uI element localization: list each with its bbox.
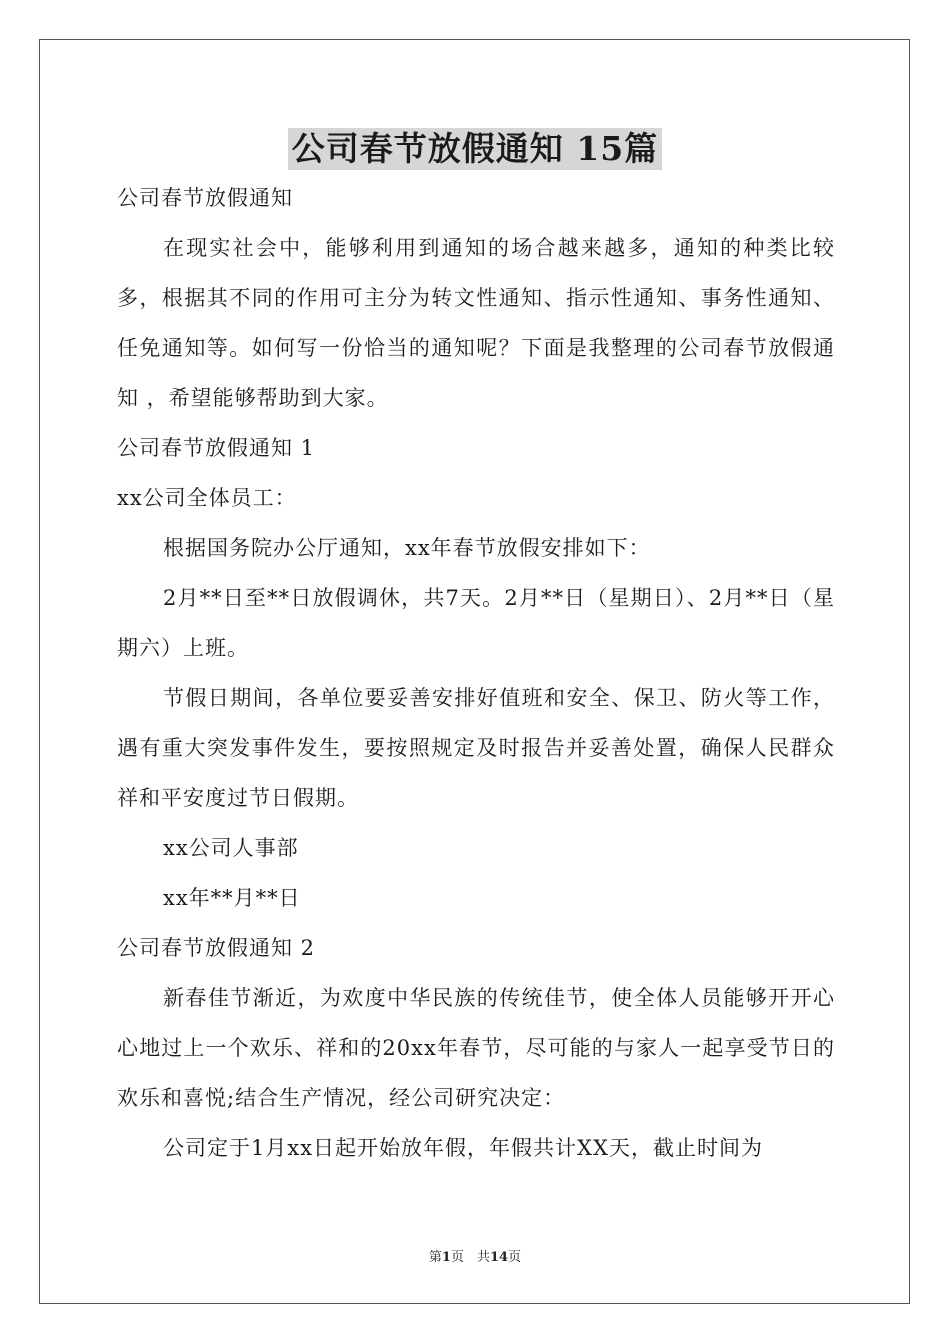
paragraph: 在现实社会中，能够利用到通知的场合越来越多，通知的种类比较多，根据其不同的作用可主分为转文性通知、指示性通知、事务性通知、任免通知等。如何写一份恰当的通知呢？下面是我整理的公司春节放假通知 ，希望能够帮助到大家。 — [117, 236, 835, 410]
paragraph: 公司定于1月xx日起开始放年假，年假共计XX天，截止时间为 — [163, 1136, 763, 1160]
page-number: 1 — [441, 1250, 451, 1265]
section-heading: 公司春节放假通知 1 — [117, 436, 316, 460]
paragraph: 根据国务院办公厅通知，xx年春节放假安排如下： — [163, 536, 651, 560]
paragraph: 公司春节放假通知 — [117, 186, 293, 210]
document-title: 公司春节放假通知 15篇 — [288, 128, 662, 170]
footer-prefix: 第 — [428, 1250, 442, 1265]
paragraph: 节假日期间，各单位要妥善安排好值班和安全、保卫、防火等工作，遇有重大突发事件发生，要按照规定及时报告并妥善处置，确保人民群众祥和平安度过节日假期。 — [117, 686, 835, 810]
total-pages: 14 — [489, 1250, 509, 1265]
paragraph: 2月**日至**日放假调休，共7天。2月**日（星期日）、2月**日（星期六）上班。 — [117, 586, 835, 660]
footer-suffix: 页 — [508, 1250, 522, 1265]
footer-mid: 页 共 — [450, 1250, 490, 1265]
section-heading: 公司春节放假通知 2 — [117, 936, 316, 960]
salutation: xx公司全体员工： — [117, 486, 297, 510]
signature-department: xx公司人事部 — [163, 836, 299, 860]
paragraph: 新春佳节渐近，为欢度中华民族的传统佳节，使全体人员能够开开心心地过上一个欢乐、祥和的20xx年春节，尽可能的与家人一起享受节日的欢乐和喜悦;结合生产情况，经公司研究决定： — [117, 986, 835, 1110]
title-container — [0, 128, 950, 170]
page-footer — [0, 1246, 950, 1265]
document-body — [117, 173, 835, 1173]
signature-date: xx年**月**日 — [163, 886, 301, 910]
